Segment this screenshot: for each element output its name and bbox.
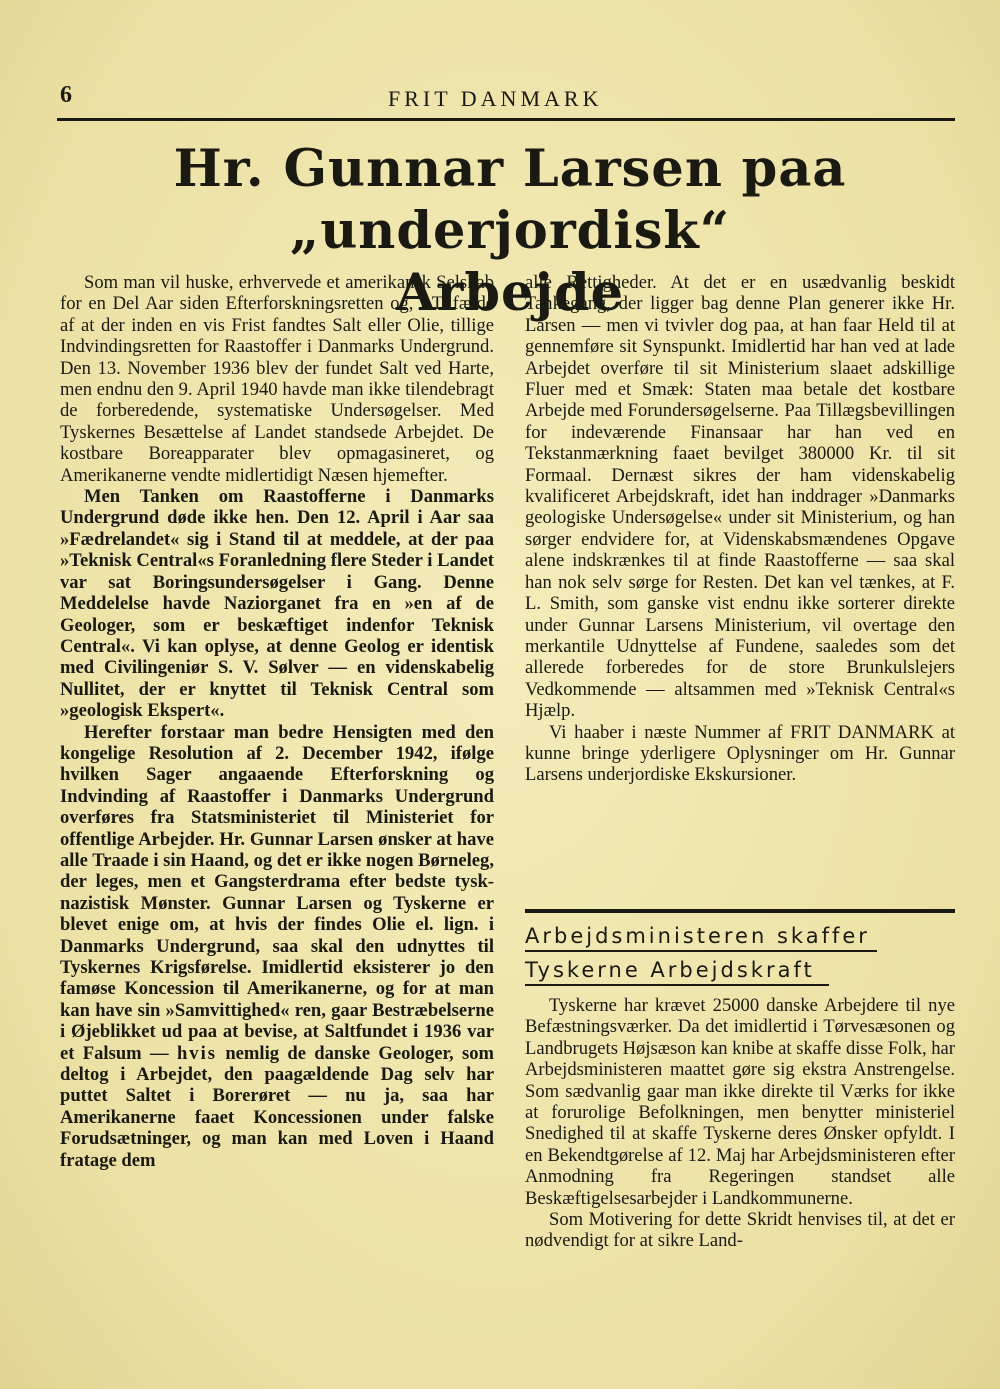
article-left-column (60, 272, 494, 1171)
section-separator (525, 909, 955, 913)
article-paragraph-4: alle Rettigheder. At det er en usædvanlig beskidt Tankegang, der ligger bag denne Plan generer ikke Hr. Larsen — men vi tvivler dog paa, at han faar Held til at gennemføre sit Synspunkt. Imidlertid har han ved at lade Arbejdet overføre til sit Ministerium slaaet adskillige Fluer med et Smæk: Staten maa betale det kostbare Arbejde med Forundersøgelserne. Paa Tillægsbevillingen for indeværende Finansaar har han ved en Tekstanmærkning faaet bevilget 380000 Kr. til sit Formaal. Dernæst sikres der ham videnskabelig kvalificeret Arbejdskraft, idet han inddrager »Danmarks geologiske Undersøgelse« under sit Ministerium, og han sørger endvidere for, at Videnskabsmændenes Opgave alene indskrænkes til at finde Raastofferne — saa skal han nok selv sørge for Resten. Det kan vel tænkes, at F. L. Smith, som ganske vist endnu ikke sorterer direkte under Gunnar Larsens Ministerium, vil overtage den merkantile Udnyttelse af Fundene, saaledes som det allerede forberedes for de store Brunkulslejers Vedkommende — altsammen med »Teknisk Central«s Hjælp. (525, 272, 955, 722)
article2-column (525, 995, 955, 1252)
article-right-column (525, 272, 955, 786)
article-paragraph-3 (60, 722, 494, 1172)
article2-headline-line-1: Arbejdsministeren skaffer (525, 924, 877, 952)
article-paragraph-5: Vi haaber i næste Nummer af FRIT DANMARK at kunne bringe yderligere Oplysninger om Hr. Gunnar Larsens underjordiske Ekskursioner. (525, 721, 955, 786)
article-paragraph-3b: nemlig de danske Geologer, som deltog i Arbejdet, den paagældende Dag selv har puttet Saltet i Borerøret — nu ja, saa har Amerikanerne faaet Koncessionen under falske Forudsætninger, og man kan med Loven i Haand fratage dem (60, 1042, 495, 1171)
article-paragraph-2: Men Tanken om Raastofferne i Danmarks Undergrund døde ikke hen. Den 12. April i Aar saa »Fædrelandet« sig i Stand til at meddele, at der paa »Teknisk Central«s Foranledning flere Steder i Landet var sat Boringsundersøgelser i Gang. Denne Meddelelse havde Naziorganet fra en »en af de Geologer, som er beskæftiget indenfor Teknisk Central«. Vi kan oplyse, at denne Geolog er identisk med Civilingeniør S. V. Sølver — en videnskabelig Nullitet, der er knyttet til Teknisk Central som »geologisk Ekspert«. (60, 486, 494, 722)
article2-paragraph-1: Tyskerne har krævet 25000 danske Arbejdere til nye Befæstningsværker. Da det imidlertid i Tørvesæsonen og Landbrugets Højsæson kan knibe at skaffe disse Folk, har Arbejdsministeren maattet gøre sig ekstra Anstrengelse. Som sædvanlig gaar man ikke direkte til Værks for ikke at forurolige Befolkningen, men benytter ministeriel Snedighed til at skaffe Tyskerne deres Ønsker opfyldt. I en Bekendtgørelse af 12. Maj har Arbejdsministeren efter Anmodning fra Regeringen standset alle Beskæftigelsesarbejder i Landkommunerne. (525, 995, 955, 1209)
header-rule (57, 118, 955, 121)
article-paragraph-1: Som man vil huske, erhvervede et amerikansk Selskab for en Del Aar siden Efterforskningsretten og, i Tilfælde af at der inden en vis Frist fandtes Salt eller Olie, tillige Indvindingsretten for Raastoffer i Danmarks Undergrund. Den 13. November 1936 blev der fundet Salt ved Harte, men endnu den 9. April 1940 havde man ikke tilendebragt de forberedende, systematiske Undersøgelser. Med Tyskernes Besættelse af Landet standsede Arbejdet. De kostbare Boreapparater blev opmagasineret, og Amerikanerne vendte midlertidigt Næsen hjemefter. (60, 272, 494, 486)
article-paragraph-3a: Herefter forstaar man bedre Hensigten med den kongelige Resolution af 2. December 1942, ifølge hvilken Sager angaaende Efterforskning og Indvinding af Raastoffer i Danmarks Undergrund overføres fra Statsministeriet til Ministeriet for offentlige Arbejder. Hr. Gunnar Larsen ønsker at have alle Traade i sin Haand, og det er ikke nogen Børneleg, der leges, men et Gangsterdrama efter bedste tysk-nazistisk Mønster. Gunnar Larsen og Tyskerne er blevet enige om, at hvis der findes Olie el. lign. i Danmarks Undergrund, saa skal den udnyttes til Tyskernes Krigsførelse. Imidlertid eksisterer jo den famøse Koncession til Amerikanerne, og for at man kan have sin »Samvittighed« ren, gaar Bestræbelserne i Øjeblikket ud paa at bevise, at Saltfundet i 1936 var et Falsum — (60, 721, 494, 1064)
page-number: 6 (60, 82, 72, 108)
running-head: FRIT DANMARK (388, 86, 603, 111)
article2-headline-line-2: Tyskerne Arbejdskraft (525, 958, 829, 986)
article2-paragraph-2: Som Motivering for dette Skridt henvises til, at det er nødvendigt for at sikre Land- (525, 1209, 955, 1252)
headline-line-1: Hr. Gunnar Larsen paa „underjordisk“ (173, 139, 847, 261)
emphasis-hvis: hvis (176, 1042, 217, 1064)
headline-line-2: Arbejde (395, 263, 625, 323)
